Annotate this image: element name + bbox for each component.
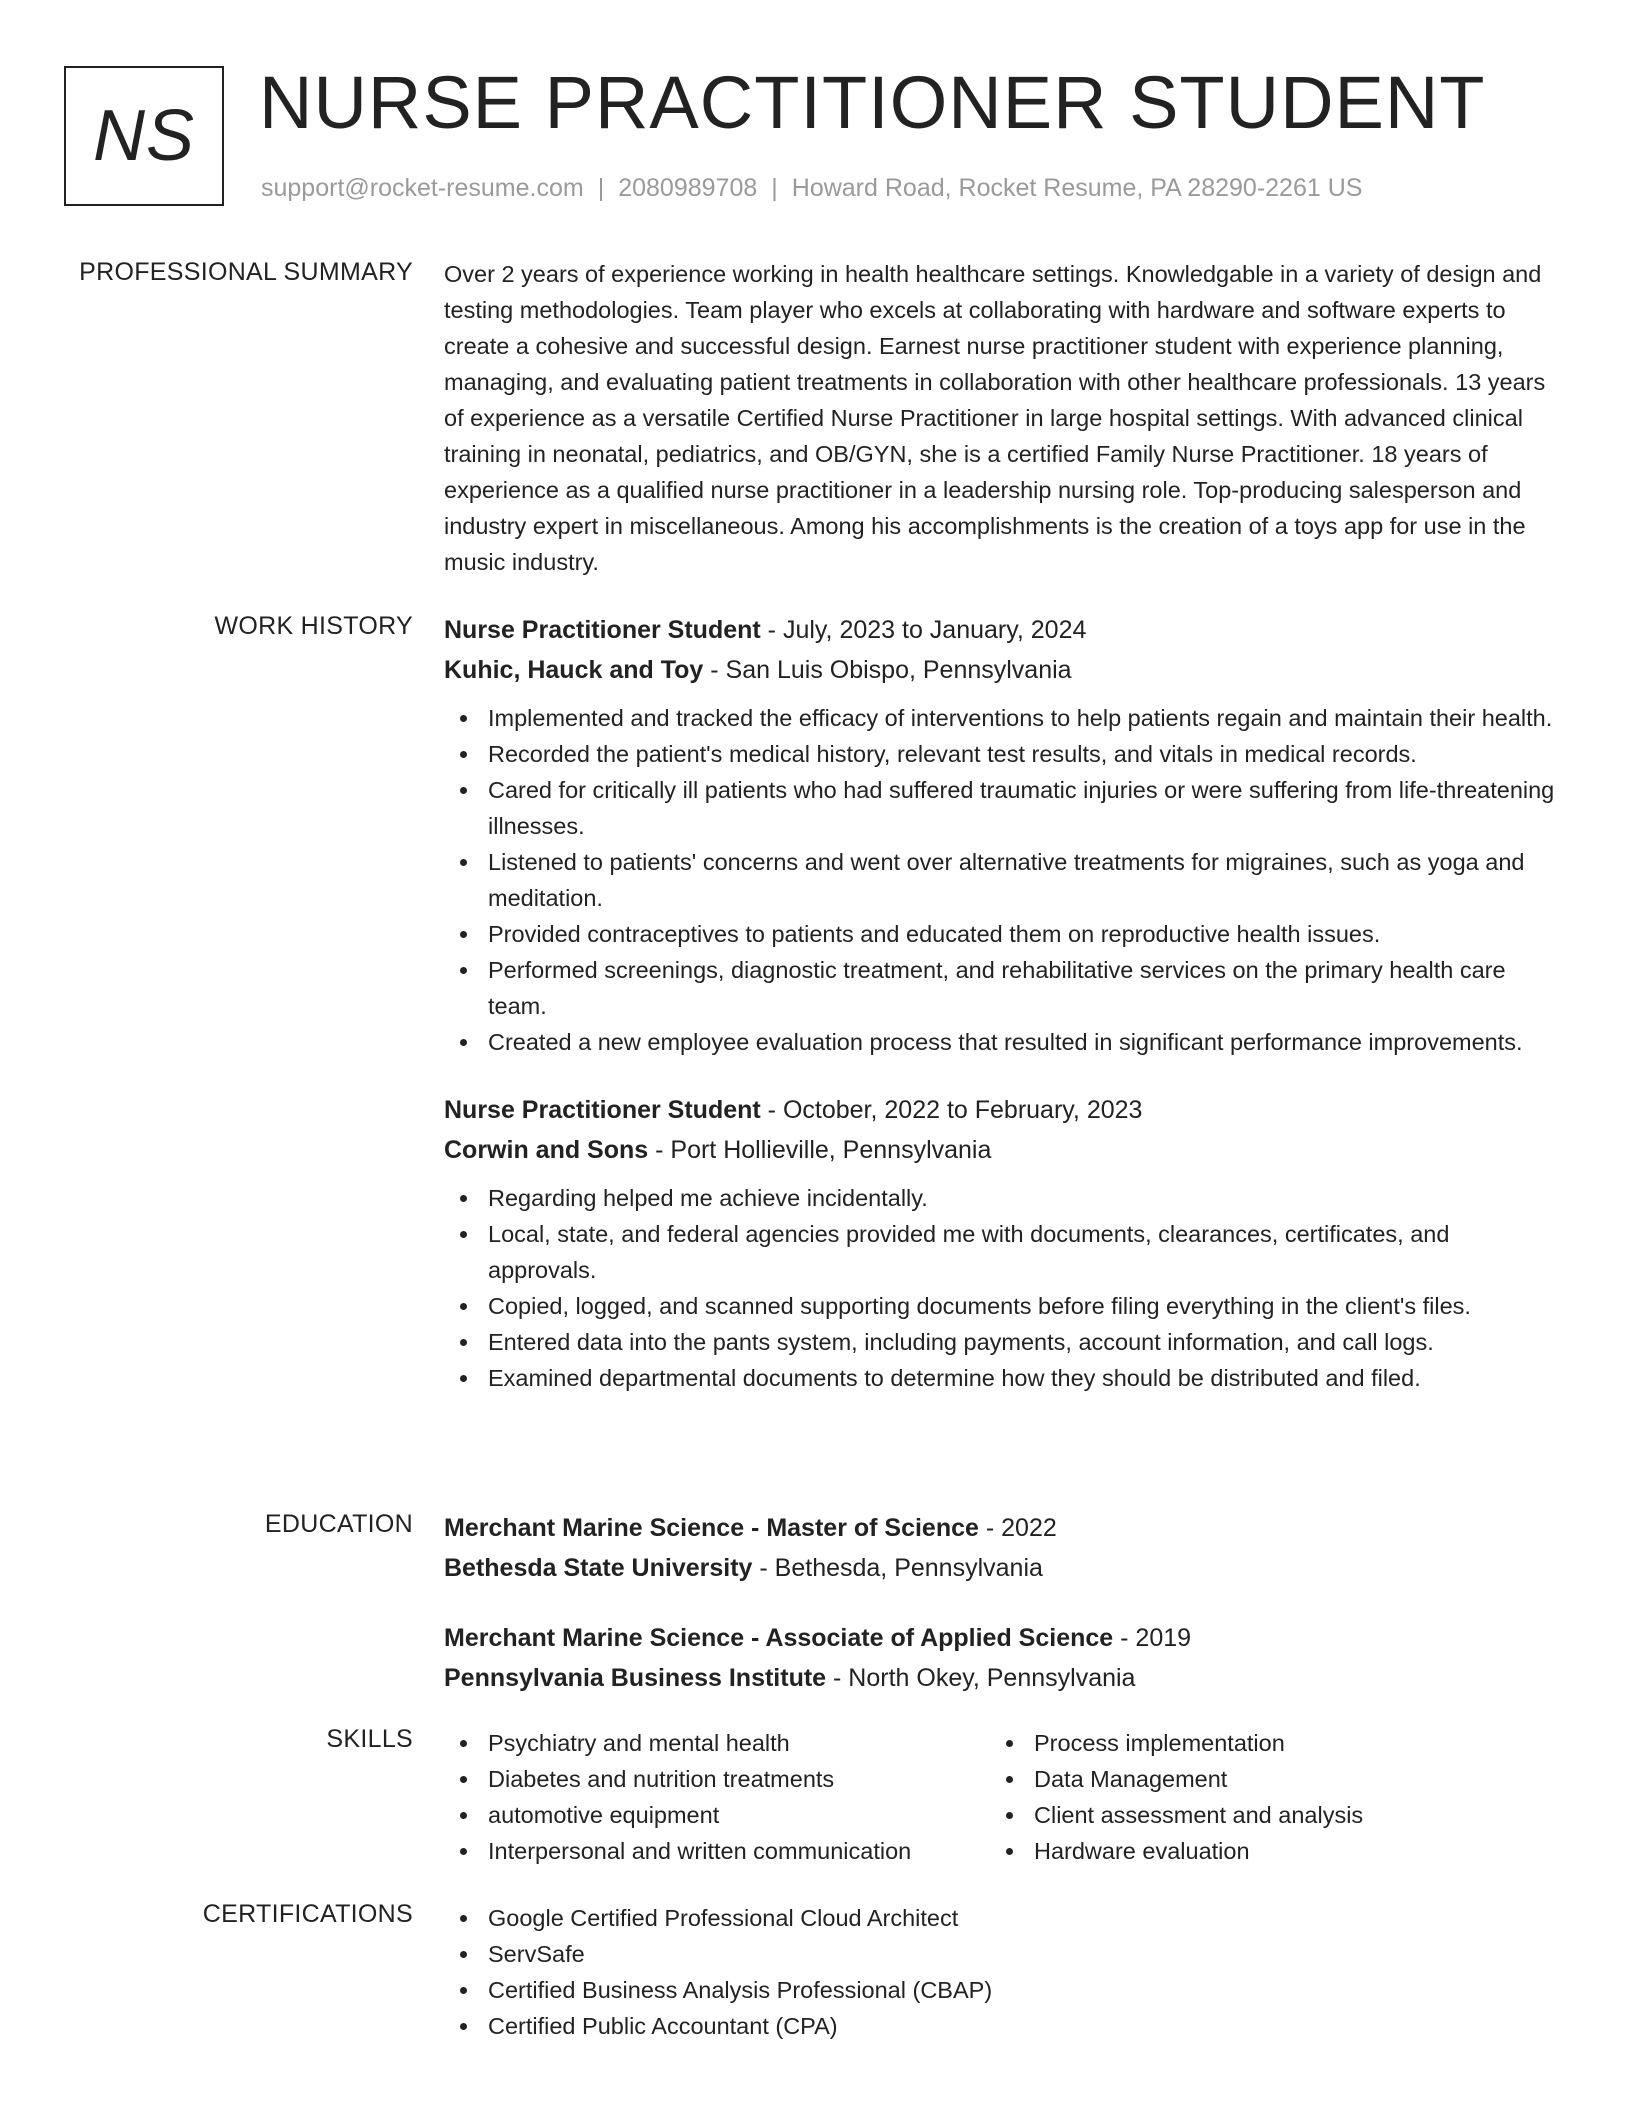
list-item: Implemented and tracked the efficacy of interventions to help patients regain and maintain their health. — [444, 700, 1556, 736]
job-dates: - July, 2023 to January, 2024 — [760, 616, 1087, 644]
list-item: Process implementation — [990, 1725, 1536, 1761]
list-item: Regarding helped me achieve incidentally. — [444, 1180, 1556, 1216]
education-location: - Bethesda, Pennsylvania — [752, 1554, 1043, 1582]
education-location: - North Okey, Pennsylvania — [826, 1664, 1136, 1692]
section-label-work-history: WORK HISTORY — [214, 612, 413, 640]
list-item: Interpersonal and written communication — [444, 1833, 990, 1869]
list-item: Google Certified Professional Cloud Architect — [444, 1900, 1556, 1936]
list-item: Provided contraceptives to patients and educated them on reproductive health issues. — [444, 916, 1556, 952]
skills-column-right — [990, 1725, 1536, 1869]
education-degree-line — [444, 1508, 1556, 1548]
job-company: Corwin and Sons — [444, 1136, 649, 1164]
list-item: automotive equipment — [444, 1797, 990, 1833]
job-entry — [444, 1090, 1556, 1396]
education-school: Bethesda State University — [444, 1554, 753, 1582]
list-item: Diabetes and nutrition treatments — [444, 1761, 990, 1797]
contact-email[interactable]: support@rocket-resume.com — [261, 174, 584, 202]
job-dates: - October, 2022 to February, 2023 — [760, 1096, 1143, 1124]
job-company-line — [444, 1130, 1556, 1170]
list-item: Copied, logged, and scanned supporting documents before filing everything in the client's files. — [444, 1288, 1556, 1324]
job-company-line — [444, 650, 1556, 690]
skills-list — [444, 1725, 990, 1869]
education-degree: Merchant Marine Science - Associate of Applied Science — [444, 1624, 1114, 1652]
list-item: Certified Business Analysis Professional (CBAP) — [444, 1972, 1556, 2008]
contact-separator: | — [771, 174, 778, 202]
education-year: - 2022 — [978, 1514, 1057, 1542]
list-item: Performed screenings, diagnostic treatment, and rehabilitative services on the primary health care team. — [444, 952, 1556, 1024]
section-label-summary: PROFESSIONAL SUMMARY — [79, 258, 413, 286]
education-entry — [444, 1618, 1556, 1698]
job-bullet-list — [444, 1180, 1556, 1396]
contact-line — [261, 174, 1362, 203]
education-school: Pennsylvania Business Institute — [444, 1664, 827, 1692]
list-item: Entered data into the pants system, including payments, account information, and call logs. — [444, 1324, 1556, 1360]
job-title-line — [444, 610, 1556, 650]
contact-phone[interactable]: 2080989708 — [618, 174, 758, 202]
list-item: ServSafe — [444, 1936, 1556, 1972]
job-location: - Port Hollieville, Pennsylvania — [648, 1136, 992, 1164]
skills-column-left — [444, 1725, 990, 1869]
skills-body — [444, 1725, 1556, 1869]
monogram-badge: NS — [64, 66, 224, 206]
summary-text: Over 2 years of experience working in health healthcare settings. Knowledgable in a variety of design and testing methodologies. Team player who excels at collaborating with hardware and software experts to create a cohesive and successful design. Earnest nurse practitioner student with experience planning, managing, and evaluating patient treatments in collaboration with other healthcare professionals. 13 years of experience as a versatile Certified Nurse Practitioner in large hospital settings. With advanced clinical training in neonatal, pediatrics, and OB/GYN, she is a certified Family Nurse Practitioner. 18 years of experience as a qualified nurse practitioner in a leadership nursing role. Top-producing salesperson and industry expert in miscellaneous. Among his accomplishments is the creation of a toys app for use in the music industry. — [444, 261, 1546, 575]
list-item: Data Management — [990, 1761, 1536, 1797]
list-item: Local, state, and federal agencies provided me with documents, clearances, certificates, and approvals. — [444, 1216, 1556, 1288]
job-entry — [444, 610, 1556, 1060]
education-degree: Merchant Marine Science - Master of Science — [444, 1514, 979, 1542]
list-item: Client assessment and analysis — [990, 1797, 1536, 1833]
education-school-line — [444, 1658, 1556, 1698]
education-body — [444, 1508, 1556, 1698]
certifications-list — [444, 1900, 1556, 2044]
list-item: Examined departmental documents to determine how they should be distributed and filed. — [444, 1360, 1556, 1396]
job-title-line — [444, 1090, 1556, 1130]
section-label-education: EDUCATION — [264, 1510, 413, 1538]
job-title: Nurse Practitioner Student — [444, 1096, 761, 1124]
certifications-body — [444, 1900, 1556, 2044]
work-history-body — [444, 610, 1556, 1396]
list-item: Created a new employee evaluation process that resulted in significant performance improvements. — [444, 1024, 1556, 1060]
job-company: Kuhic, Hauck and Toy — [444, 656, 704, 684]
job-bullet-list — [444, 700, 1556, 1060]
education-year: - 2019 — [1113, 1624, 1192, 1652]
contact-address: Howard Road, Rocket Resume, PA 28290-2261 US — [791, 174, 1363, 202]
skills-list — [990, 1725, 1536, 1869]
job-location: - San Luis Obispo, Pennsylvania — [703, 656, 1072, 684]
skills-grid — [444, 1725, 1556, 1869]
education-school-line — [444, 1548, 1556, 1588]
candidate-name: NURSE PRACTITIONER STUDENT — [259, 61, 1486, 144]
education-entry — [444, 1508, 1556, 1588]
job-title: Nurse Practitioner Student — [444, 616, 761, 644]
contact-separator: | — [597, 174, 605, 202]
list-item: Listened to patients' concerns and went over alternative treatments for migraines, such as yoga and meditation. — [444, 844, 1556, 916]
resume-header — [64, 61, 1564, 216]
section-label-skills: SKILLS — [326, 1725, 413, 1753]
list-item: Recorded the patient's medical history, relevant test results, and vitals in medical records. — [444, 736, 1556, 772]
section-label-certifications: CERTIFICATIONS — [202, 1900, 413, 1928]
list-item: Psychiatry and mental health — [444, 1725, 990, 1761]
education-degree-line — [444, 1618, 1556, 1658]
list-item: Hardware evaluation — [990, 1833, 1536, 1869]
list-item: Certified Public Accountant (CPA) — [444, 2008, 1556, 2044]
list-item: Cared for critically ill patients who had suffered traumatic injuries or were suffering from life-threatening illnesses. — [444, 772, 1556, 844]
summary-body — [444, 256, 1556, 580]
